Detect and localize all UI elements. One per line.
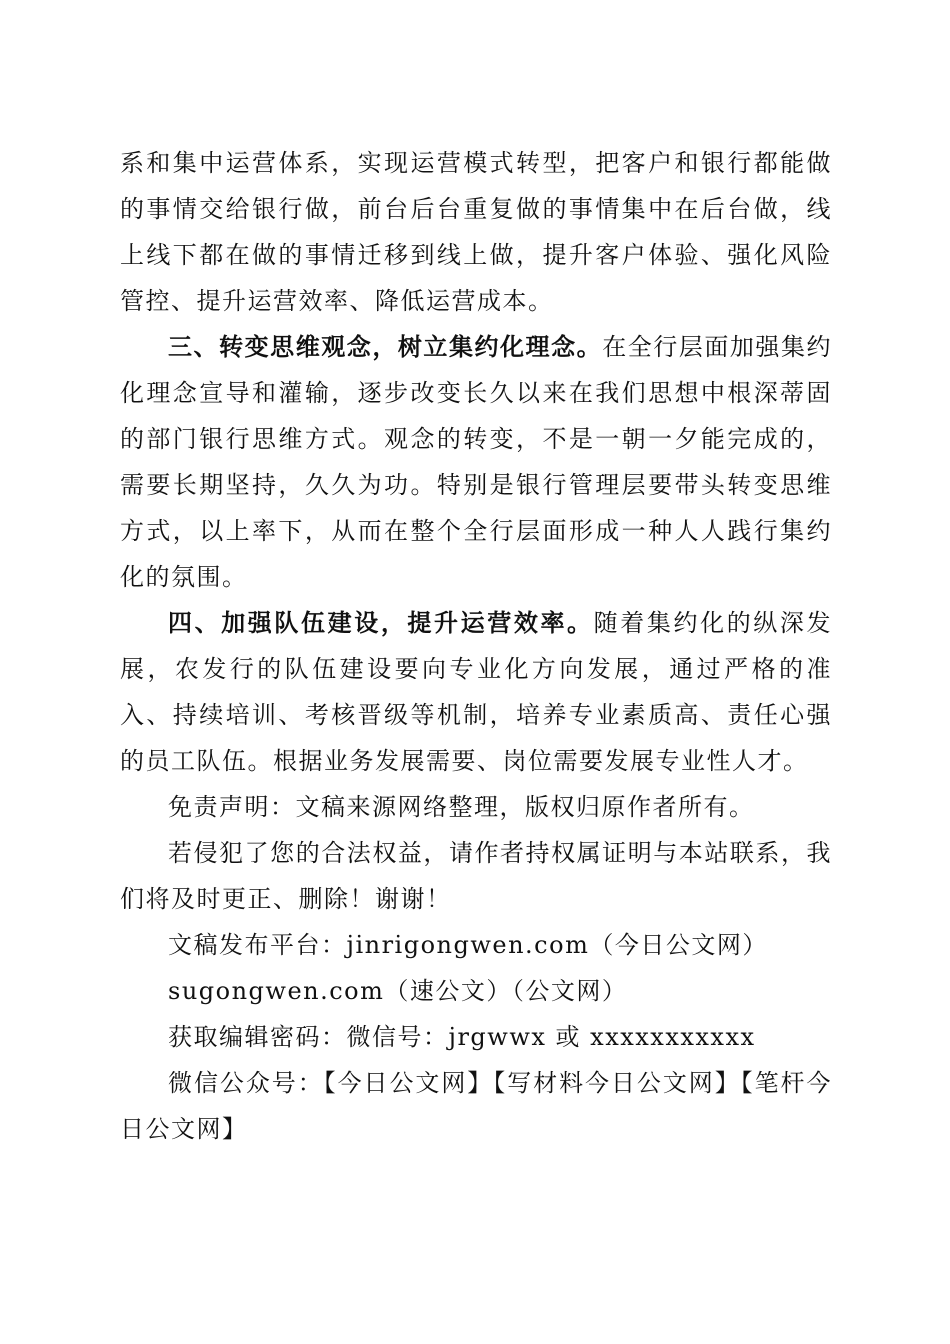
paragraph-continuation: 系和集中运营体系，实现运营模式转型，把客户和银行都能做的事情交给银行做，前台后台重复做的事情集中在后台做，线上线下都在做的事情迁移到线上做，提升客户体验、强化风险管控、提升运营效率、降低运营成本。 bbox=[120, 149, 832, 315]
platform-text: 文稿发布平台：jinrigongwen.com（今日公文网） bbox=[168, 931, 768, 959]
section-4-body: 随着集约化的纵深发展，农发行的队伍建设要向专业化方向发展，通过严格的准入、持续培训、考核晋级等机制，培养专业素质高、责任心强的员工队伍。根据业务发展需要、岗位需要发展专业性人才。 bbox=[120, 609, 833, 775]
section-3-heading: 三、转变思维观念，树立集约化理念。 bbox=[168, 333, 603, 361]
wechat-text: 微信公众号：【今日公文网】【写材料今日公文网】【笔杆今日公文网】 bbox=[120, 1069, 832, 1143]
section-4-heading: 四、加强队伍建设，提升运营效率。 bbox=[168, 609, 594, 637]
paragraph-section-4 bbox=[120, 600, 832, 784]
infringement-text: 若侵犯了您的合法权益，请作者持权属证明与本站联系，我们将及时更正、删除！谢谢！ bbox=[120, 839, 832, 913]
document-body bbox=[120, 140, 832, 1152]
disclaimer-text: 免责声明：文稿来源网络整理，版权归原作者所有。 bbox=[168, 793, 755, 821]
paragraph-section-3 bbox=[120, 324, 832, 600]
section-3-body: 在全行层面加强集约化理念宣导和灌输，逐步改变长久以来在我们思想中根深蒂固的部门银行思维方式。观念的转变，不是一朝一夕能完成的，需要长期坚持，久久为功。特别是银行管理层要带头转变思维方式，以上率下，从而在整个全行层面形成一种人人践行集约化的氛围。 bbox=[120, 333, 833, 591]
platform-text-2: sugongwen.com（速公文）（公文网） bbox=[168, 977, 628, 1005]
password-text: 获取编辑密码：微信号：jrgwwx 或 xxxxxxxxxxx bbox=[168, 1023, 756, 1051]
